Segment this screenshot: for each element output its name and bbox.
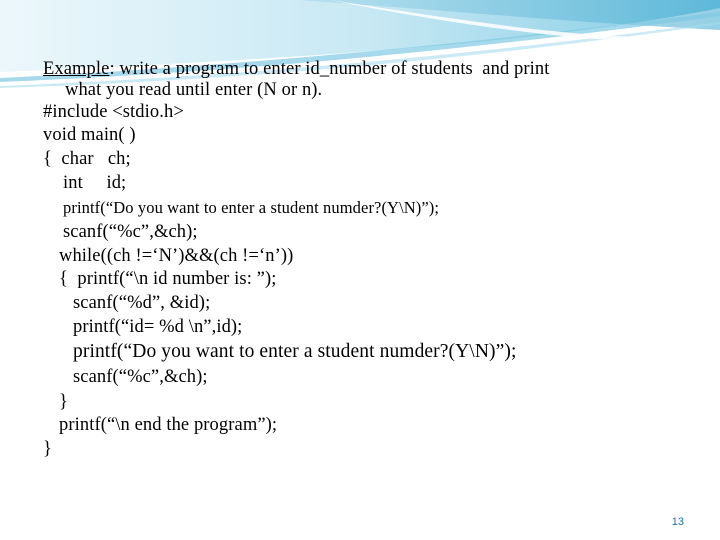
code-line: }: [43, 439, 52, 459]
code-line: { char ch;: [43, 149, 131, 169]
code-line: #include <stdio.h>: [43, 102, 184, 122]
heading-line: [43, 58, 549, 80]
code-line: printf(“\n end the program”);: [59, 415, 278, 435]
heading-label: Example: [43, 59, 110, 79]
code-line: scanf(“%c”,&ch);: [73, 367, 208, 387]
code-line: while((ch !=‘N’)&&(ch !=‘n’)): [59, 246, 294, 266]
code-line: printf(“Do you want to enter a student numder?(Y\N)”);: [63, 198, 440, 217]
heading-continuation: what you read until enter (N or n).: [65, 80, 323, 100]
code-line: void main( ): [43, 125, 136, 145]
code-line: int id;: [63, 173, 127, 193]
code-line: { printf(“\n id number is: ”);: [59, 269, 277, 289]
code-line: scanf(“%d”, &id);: [73, 293, 211, 313]
code-line: printf(“id= %d \n”,id);: [73, 317, 243, 337]
code-line: scanf(“%c”,&ch);: [63, 222, 198, 242]
heading-text: : write a program to enter id_number of students and print: [109, 59, 550, 79]
code-line: printf(“Do you want to enter a student numder?(Y\N)”);: [73, 341, 517, 362]
code-line: }: [59, 392, 68, 412]
page-number: 13: [671, 516, 684, 528]
